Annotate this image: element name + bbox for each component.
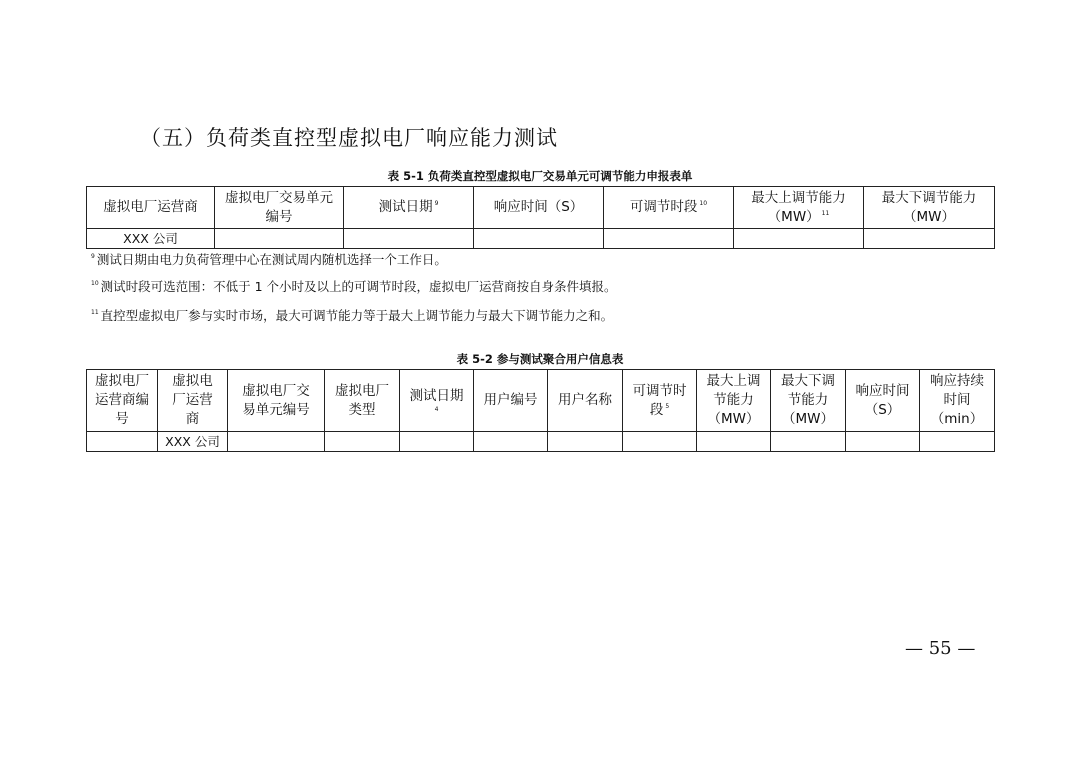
header-cell: 测试日期 4 — [400, 370, 474, 432]
table-row — [87, 432, 995, 452]
table-header-row — [87, 187, 995, 229]
table-cell — [697, 432, 771, 452]
table-cell — [474, 229, 604, 249]
table-cell — [228, 432, 325, 452]
section-heading: （五）负荷类直控型虚拟电厂响应能力测试 — [140, 126, 558, 150]
table-cell — [846, 432, 920, 452]
table-5-1 — [86, 186, 995, 249]
header-cell: 最大上调节能力（MW） — [697, 370, 771, 432]
table-cell — [344, 229, 474, 249]
header-cell: 虚拟电厂交易单元编号 — [228, 370, 325, 432]
table-5-2 — [86, 369, 995, 452]
table-cell — [400, 432, 474, 452]
header-cell: 可调节时段 $^{10}$ — [604, 187, 734, 229]
table-cell: XXX 公司 — [158, 432, 228, 452]
table-cell — [864, 229, 995, 249]
header-cell: 响应持续时间（min） — [920, 370, 995, 432]
footnote: $^{11}$ 直控型虚拟电厂参与实时市场，最大可调节能力等于最大上调节能力与最大下调节能力之和。 — [91, 308, 614, 323]
header-cell: 最大下调节能力（MW） — [864, 187, 995, 229]
table-row — [87, 229, 995, 249]
header-cell: 可调节时段 $^5$ — [623, 370, 697, 432]
table-cell — [604, 229, 734, 249]
table-cell — [623, 432, 697, 452]
table-cell — [474, 432, 548, 452]
footnote: $^{10}$ 测试时段可选范围：不低于 1 个小时及以上的可调节时段，虚拟电厂运营商按自身条件填报。 — [91, 279, 617, 294]
header-cell: 响应时间（S） — [474, 187, 604, 229]
table-cell — [771, 432, 846, 452]
table-cell — [325, 432, 400, 452]
page-number: — 55 — — [905, 638, 976, 659]
table-5-2-caption: 表 5-2 参与测试聚合用户信息表 — [456, 352, 624, 366]
header-cell: 虚拟电厂类型 — [325, 370, 400, 432]
header-cell: 虚拟电厂交易单元编号 — [215, 187, 344, 229]
footnote: $^9$ 测试日期由电力负荷管理中心在测试周内随机选择一个工作日。 — [91, 252, 447, 267]
header-cell: 最大下调节能力（MW） — [771, 370, 846, 432]
table-cell — [920, 432, 995, 452]
header-cell: 虚拟电厂运营商 — [87, 187, 215, 229]
header-cell: 最大上调节能力（MW） $^{11}$ — [734, 187, 864, 229]
table-cell — [87, 432, 158, 452]
header-cell: 虚拟电厂运营商 — [158, 370, 228, 432]
header-cell: 用户名称 — [548, 370, 623, 432]
header-cell: 测试日期 $^9$ — [344, 187, 474, 229]
header-cell: 虚拟电厂运营商编号 — [87, 370, 158, 432]
table-header-row — [87, 370, 995, 432]
table-cell — [734, 229, 864, 249]
table-5-1-caption: 表 5-1 负荷类直控型虚拟电厂交易单元可调节能力申报表单 — [387, 169, 693, 183]
table-cell — [548, 432, 623, 452]
header-cell: 响应时间（S） — [846, 370, 920, 432]
header-cell: 用户编号 — [474, 370, 548, 432]
table-cell: XXX 公司 — [87, 229, 215, 249]
table-cell — [215, 229, 344, 249]
